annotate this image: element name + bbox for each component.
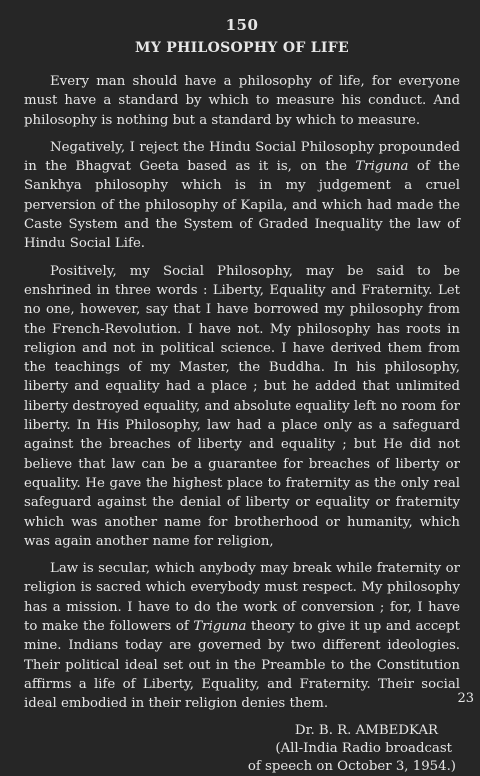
author-name: Dr. B. R. AMBEDKAR (294, 722, 438, 738)
text-run: Negatively, I reject the Hindu Social Philosophy propounded in the Bhagvat Geeta based as it is, on the (24, 139, 460, 175)
paragraph-3 (24, 262, 460, 551)
corner-page-mark: 23 (457, 691, 474, 706)
page-number: 150 (225, 16, 259, 34)
text-run: of the Sankhya philosophy which is in my judgement a cruel perversion of the philosophy of Kapila, and which had made the Caste System and the System of Graded Inequality the law of Hindu Social Life. (24, 159, 460, 252)
italic-term: Triguna (355, 159, 409, 175)
paragraph-2 (24, 138, 460, 254)
broadcast-date: of speech on October 3, 1954.) (247, 758, 456, 774)
broadcast-note: (All-India Radio broadcast (275, 740, 452, 756)
italic-term: Triguna (193, 619, 247, 635)
signature-block (24, 722, 460, 776)
text-run: Every man should have a philosophy of life, for everyone must have a standard by which to measure his conduct. And philosophy is nothing but a standard by which to measure. (24, 74, 460, 128)
text-run: theory to give it up and accept mine. Indians today are governed by two different ideologies. Their political ideal set out in the Preamble to the Constitution affirms a life of Liberty, Equality, and Fraternity. Their social ideal embodied in their religion denies them. (24, 619, 460, 712)
paragraph-1 (24, 72, 460, 130)
page-title: MY PHILOSOPHY OF LIFE (135, 40, 349, 56)
text-run: Law is secular, which anybody may break while fraternity or religion is sacred which everybody must respect. My philosophy has a mission. I have to do the work of conversion ; for, I have to make the followers of (24, 561, 460, 635)
text-run: Positively, my Social Philosophy, may be said to be enshrined in three words : Liberty, Equality and Fraternity. Let no one, however, say that I have borrowed my philosophy from the French-Revolution. I have not. My philosophy has roots in religion and not in political science. I have derived them from the teachings of my Master, the Buddha. In his philosophy, liberty and equality had a place ; but he added that unlimited liberty destroyed equality, and absolute equality left no room for liberty. In His Philosophy, law had a place only as a safeguard against the breaches of liberty and equality ; but He did not believe that law can be a guarantee for breaches of liberty or equality. He gave the highest place to fraternity as the only real safeguard against the denial of liberty or equality or fraternity which was another name for brotherhood or humanity, which was again another name for religion, (24, 263, 460, 549)
paragraph-4 (24, 559, 460, 713)
